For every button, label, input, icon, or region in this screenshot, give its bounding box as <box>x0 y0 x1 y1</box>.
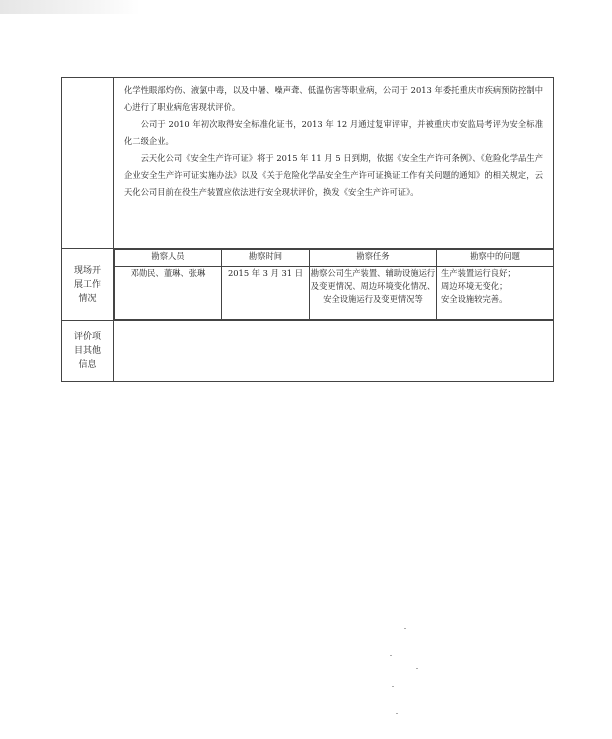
scan-speck <box>404 628 406 629</box>
scan-edge-shadow <box>0 0 140 14</box>
background-content-cell <box>114 78 554 249</box>
header-personnel: 勘察人员 <box>115 250 222 267</box>
background-row <box>62 78 554 249</box>
site-work-row <box>62 249 554 321</box>
scan-speck <box>396 713 398 714</box>
issue-production: 生产装置运行良好； <box>441 268 516 278</box>
scan-speck <box>390 655 392 656</box>
paragraph-safety-license: 云天化公司《安全生产许可证》将于 2015 年 11 月 5 日到期，依据《安全生产许可条例》、《危险化学品生产企业安全生产许可证实施办法》以及《关于危险化学品安全生产许可证换证工作有关问题的通知》的相关规定，云天化公司目前在役生产装置应依法进行安全现状评价，换发《安全生产许可证》。 <box>124 153 543 197</box>
paragraph-occupational-disease: 化学性眼部灼伤、液氯中毒，以及中暑、噪声聋、低温伤害等职业病，公司于 2013 年委托重庆市疾病预防控制中心进行了职业病危害现状评价。 <box>124 85 543 112</box>
header-issues: 勘察中的问题 <box>437 250 554 267</box>
cell-personnel: 邓勋民、董琳、张琳 <box>115 267 222 320</box>
scan-speck <box>392 686 394 687</box>
paragraph-standardization: 公司于 2010 年初次取得安全标准化证书，2013 年 12 月通过复审评审，并被重庆市安监局考评为安全标准化二级企业。 <box>124 119 543 146</box>
other-info-label: 评价项目其他信息 <box>62 321 114 382</box>
scan-speck <box>416 668 418 669</box>
other-info-content <box>114 321 554 382</box>
site-work-table <box>114 249 553 320</box>
header-task: 勘察任务 <box>310 250 437 267</box>
evaluation-form-table <box>61 77 554 382</box>
site-work-header-row <box>115 250 554 267</box>
header-time: 勘察时间 <box>222 250 310 267</box>
site-work-content <box>114 249 554 321</box>
issue-environment: 周边环境无变化； <box>441 281 508 291</box>
site-work-label: 现场开展工作情况 <box>62 249 114 321</box>
other-info-row <box>62 321 554 382</box>
site-work-data-row <box>115 267 554 320</box>
cell-task: 勘察公司生产装置、辅助设施运行及变更情况、周边环境变化情况、安全设施运行及变更情况等 <box>310 267 437 320</box>
cell-time: 2015 年 3 月 31 日 <box>222 267 310 320</box>
cell-issues <box>437 267 554 320</box>
issue-safety-facilities: 安全设施较完善。 <box>441 294 508 304</box>
background-label-cell <box>62 78 114 249</box>
